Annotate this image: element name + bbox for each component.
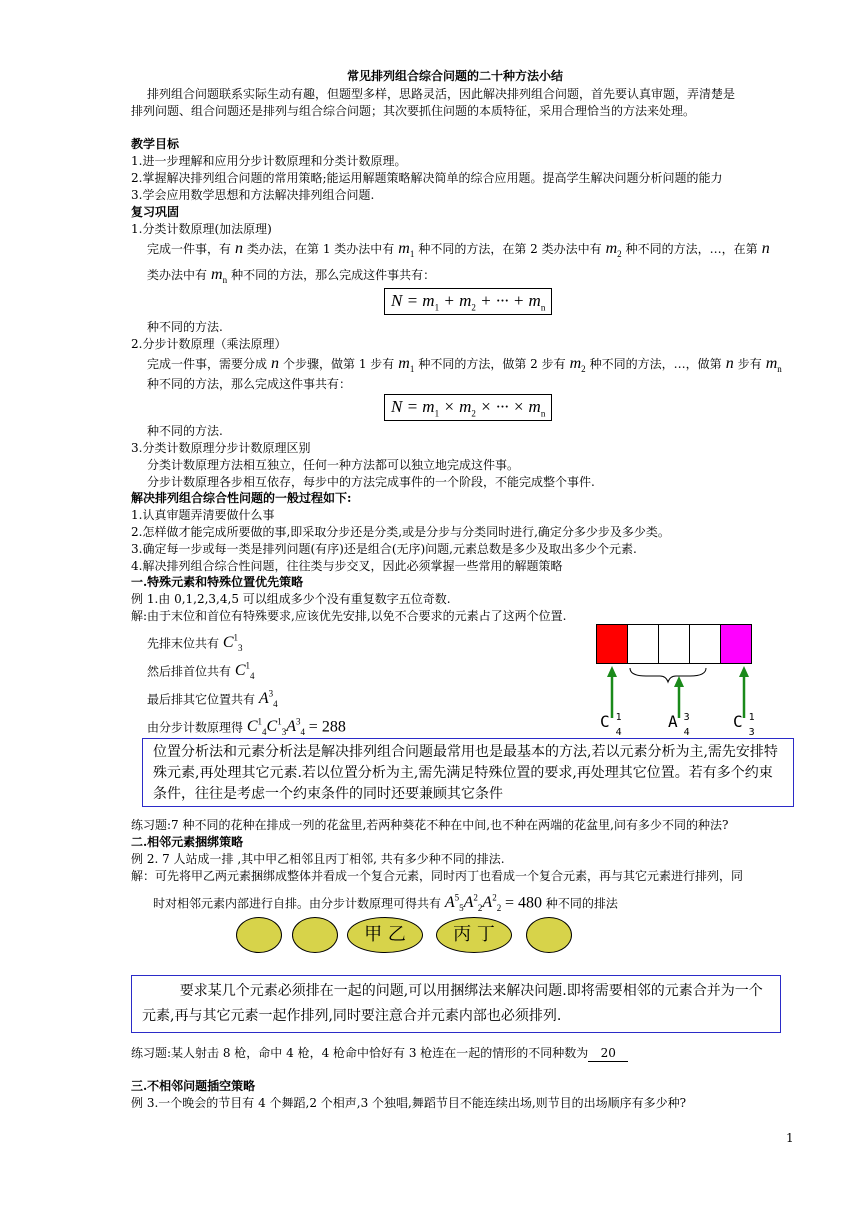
- section-2-exercise: 练习题:某人射击 8 枪，命中 4 枪，4 枪命中恰好有 3 枪连在一起的情形的不同种数为 20: [131, 1045, 628, 1062]
- intro-line-2: 排列问题、组合问题还是排列与组合综合问题；其次要抓住问题的本质特征，采用合理恰当的方法来处理。: [131, 104, 696, 118]
- page-number: 1: [786, 1131, 794, 1145]
- step-3: 最后排其它位置共有 $A^3_4$: [147, 689, 278, 710]
- example-3: 例 3.一个晚会的节目有 4 个舞蹈,2 个相声,3 个独唱,舞蹈节目不能连续出场,则节目的出场顺序有多少种?: [131, 1096, 687, 1110]
- review-heading: 复习巩固: [131, 205, 180, 219]
- section-1-note-box: 位置分析法和元素分析法是解决排列组合问题最常用也是最基本的方法,若以元素分析为主,需先安排特殊元素,再处理其它元素.若以位置分析为主,需先满足特殊位置的要求,再处理其它位置。若有多个约束条件，往往是考虑一个约束条件的同时还要兼顾其它条件: [142, 738, 794, 807]
- last-position-cell: [720, 624, 752, 664]
- bundled-element-bing-ding: 丙 丁: [436, 917, 512, 953]
- principle-difference-line-2: 分步计数原理各步相互依存，每步中的方法完成事件的一个阶段，不能完成整个事件.: [147, 475, 595, 489]
- multiplication-principle-title: 2.分步计数原理（乘法原理）: [131, 337, 287, 351]
- addition-principle-title: 1.分类计数原理(加法原理): [131, 222, 272, 236]
- intro-line-1: 排列组合问题联系实际生动有趣，但题型多样，思路灵活，因此解决排列组合问题，首先要认真审题，弄清楚是: [147, 87, 736, 101]
- goal-item: 2.掌握解决排列组合问题的常用策略;能运用解题策略解决简单的综合应用题。提高学生解决问题分析问题的能力: [131, 171, 723, 185]
- page-title: 常见排列组合综合问题的二十种方法小结: [347, 69, 564, 83]
- example-1: 例 1.由 0,1,2,3,4,5 可以组成多少个没有重复数字五位奇数.: [131, 592, 451, 606]
- position-diagram: [597, 624, 752, 664]
- arrows-diagram: [590, 660, 770, 720]
- principle-difference-title: 3.分类计数原理分步计数原理区别: [131, 441, 311, 455]
- bundled-element-jia-yi: 甲 乙: [347, 917, 423, 953]
- element-oval: [526, 917, 572, 953]
- answer-blank: 20: [588, 1045, 628, 1062]
- multiplication-principle-line-2: 种不同的方法，那么完成这件事共有：: [147, 377, 352, 391]
- label-c41: C $^1_4$: [600, 712, 622, 738]
- step-2: 然后排首位共有 $C^1_4$: [147, 661, 255, 682]
- arrow-head-icon: [674, 676, 684, 687]
- step-4: 由分步计数原理得 $C^1_4C^1_3A^3_4 = 288$: [147, 717, 346, 738]
- middle-position-cell: [658, 624, 690, 664]
- middle-position-cell: [689, 624, 721, 664]
- example-1-solution: 解:由于末位和首位有特殊要求,应该优先安排,以免不合要求的元素占了这两个位置.: [131, 609, 567, 623]
- arrow-head-icon: [739, 666, 749, 677]
- process-item: 1.认真审题弄清要做什么事: [131, 508, 275, 522]
- multiplication-formula-box: $N = m_1 \times m_2$ × ··· × $m_n$: [384, 394, 552, 421]
- first-position-cell: [596, 624, 628, 664]
- element-oval: [292, 917, 338, 953]
- example-2-solution-line-1: 解：可先将甲乙两元素捆绑成整体并看成一个复合元素，同时丙丁也看成一个复合元素，再与其它元素进行排列，同: [131, 869, 744, 883]
- brace-icon: [630, 668, 706, 682]
- multiplication-principle-after: 种不同的方法.: [147, 424, 223, 438]
- section-1-exercise: 练习题:7 种不同的花种在排成一列的花盆里,若两种葵花不种在中间,也不种在两端的花盆里,问有多少不同的种法?: [131, 818, 729, 832]
- label-c31: C $^1_3$: [733, 712, 755, 738]
- principle-difference-line-1: 分类计数原理方法相互独立，任何一种方法都可以独立地完成这件事。: [147, 458, 520, 472]
- addition-principle-line-1: 完成一件事，有 n 类办法，在第 1 类办法中有 $m_1$ 种不同的方法，在第 2 类办法中有 $m_2$ 种不同的方法，…，在第 n: [147, 240, 770, 260]
- step-1: 先排末位共有 $C^1_3$: [147, 633, 243, 654]
- process-heading: 解决排列组合综合性问题的一般过程如下:: [131, 491, 352, 505]
- section-1-heading: 一.特殊元素和特殊位置优先策略: [131, 575, 304, 589]
- example-2-solution-line-2: 时对相邻元素内部进行自排。由分步计数原理可得共有 $A^5_5A^2_2A^2_2 = 480$ 种不同的排法: [153, 893, 618, 914]
- label-a43: A $^3_4$: [668, 712, 690, 738]
- multiplication-principle-line-1: 完成一件事，需要分成 n 个步骤，做第 1 步有 $m_1$ 种不同的方法，做第 2 步有 $m_2$ 种不同的方法，…，做第 n 步有 $m_n$: [147, 355, 782, 375]
- section-3-heading: 三.不相邻问题插空策略: [131, 1079, 256, 1093]
- example-2: 例 2. 7 人站成一排 ,其中甲乙相邻且丙丁相邻, 共有多少种不同的排法.: [131, 852, 505, 866]
- addition-principle-line-2: 类办法中有 $m_n$ 种不同的方法，那么完成这件事共有：: [147, 266, 436, 286]
- process-item: 2.怎样做才能完成所要做的事,即采取分步还是分类,或是分步与分类同时进行,确定分多少步及多少类。: [131, 525, 670, 539]
- section-2-heading: 二.相邻元素捆绑策略: [131, 835, 244, 849]
- addition-principle-after: 种不同的方法.: [147, 320, 223, 334]
- element-oval: [236, 917, 282, 953]
- arrow-head-icon: [607, 666, 617, 677]
- goal-item: 1.进一步理解和应用分步计数原理和分类计数原理。: [131, 154, 407, 168]
- addition-formula-box: $N = m_1 + m_2$ + ··· + $m_n$: [384, 288, 552, 315]
- section-2-note-box: 要求某几个元素必须排在一起的问题,可以用捆绑法来解决问题.即将需要相邻的元素合并为一个元素,再与其它元素一起作排列,同时要注意合并元素内部也必须排列.: [131, 975, 781, 1033]
- process-item: 3.确定每一步或每一类是排列问题(有序)还是组合(无序)问题,元素总数是多少及取出多少个元素.: [131, 542, 637, 556]
- goals-heading: 教学目标: [131, 137, 180, 151]
- goal-item: 3.学会应用数学思想和方法解决排列组合问题.: [131, 188, 375, 202]
- process-item: 4.解决排列组合综合性问题，往往类与步交叉，因此必须掌握一些常用的解题策略: [131, 559, 563, 573]
- middle-position-cell: [627, 624, 659, 664]
